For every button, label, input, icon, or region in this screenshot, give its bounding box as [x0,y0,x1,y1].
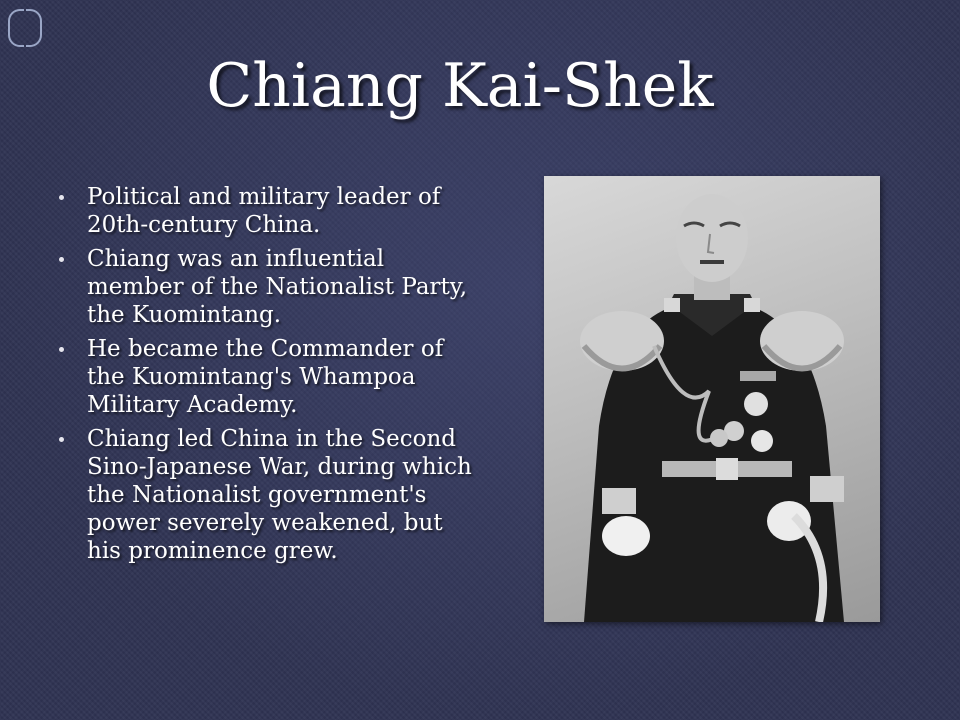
bullet-icon [59,437,64,442]
bullet-list [57,183,477,571]
bracket-icon [26,9,42,47]
portrait-illustration [544,176,880,622]
bullet-icon [59,347,64,352]
bullet-item [57,245,477,329]
bullet-text: Chiang was an influential member of the Nationalist Party, the Kuomintang. [87,246,468,328]
bullet-text: He became the Commander of the Kuomintang's Whampoa Military Academy. [87,336,444,418]
bullet-text: Chiang led China in the Second Sino-Japanese War, during which the Nationalist government's power severely weakened, but his prominence grew. [87,426,472,564]
bullet-item [57,183,477,239]
bullet-text: Political and military leader of 20th-century China. [87,184,441,238]
bullet-icon [59,195,64,200]
portrait-photo [544,176,880,622]
bracket-icon [8,9,24,47]
bullet-item [57,425,477,565]
slide-title: Chiang Kai-Shek [206,51,714,121]
bullet-icon [59,257,64,262]
bullet-item [57,335,477,419]
